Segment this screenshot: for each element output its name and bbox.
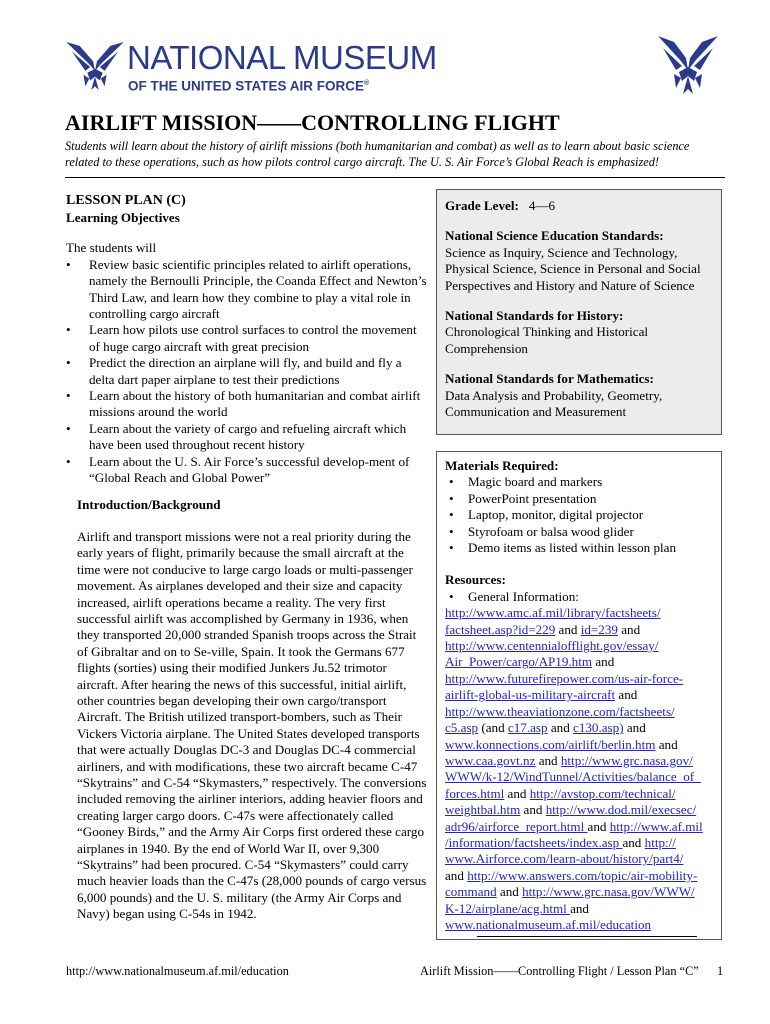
list-item: • Learn about the U. S. Air Force’s successful develop-ment of “Global Reach and Global Power” [66, 454, 428, 487]
resource-link[interactable]: www.nationalmuseum.af.mil/education [445, 916, 652, 932]
list-item: • PowerPoint presentation [445, 491, 713, 507]
intro-background-body: Airlift and transport missions were not a real priority during the early years of flight, primarily because the small aircraft at the time were not conducive to large cargo loads or multi-passenger movement. As airplanes developed and their size and capacity increased, airlift operations became a reality. The very first successful airlift was accomplished by Germany in 1936, when they transported 20,000 stranded Spanish troops across the Strait of Gibraltar and on to Se-ville, Spain. It took the Germans 677 flights (sorties) using their modified Junkers Ju.52 trimotor aircraft. After hearing the news of this successful, initial airlift, other countries began developing their own cargo/transport Aircraft. The British utilized transport-bombers, such as Their Vickers Victoria airplane. The United States developed transports that were actually Douglas DC-3 and Douglas DC-4 commercial airliners, and with modifications, these two aircraft became C-47 “Skytrains” and C-54 “Skymasters,” respectively. The conversions included removing the airliner interiors, adding heavier floors and creating larger cargo doors. C-47s were affectionately called “Gooney Birds,” and the Army Air Corps first ordered these cargo airplanes in 1940. By the end of World War II, over 9,300 “Skytrains” had been procured. C-54 “Skymasters” could carry much heavier loads than the C-47s (28,000 pounds of cargo versus 6,000 pounds) and the U. S. military (the Army Air Corps and Navy) began using C-54s in 1942. [77, 528, 427, 922]
page-title: AIRLIFT MISSION——CONTROLLING FLIGHT [65, 110, 560, 135]
intro-summary: Students will learn about the history of airlift missions (both humanitarian and combat) as well as to learn about basic science related to these operations, such as how pilots control cargo aircraft. The U. S. Air Force’s Global Reach is emphasized! [65, 139, 690, 169]
header-divider [65, 177, 725, 178]
resource-link[interactable]: http://www.amc.af.mil/library/factsheets/ [445, 605, 661, 621]
resource-links: http://www.amc.af.mil/library/factsheets/ factsheet.asp?id=229 and id=239 and http://www.centennialofflight.gov/essay/ Air_Power/cargo/AP19.htm and http://www.futurefirepower.com/us-air-force- airlift-global-us-military-aircraft and http://www.theaviationzone.com/factsheets/ c5.asp (and c17.asp and c130.asp) and www.konnections.com/airlift/berlin.htm and www.caa.govt.nz and http://www.grc.nasa.gov/ WWW/k-12/WindTunnel/Activities/balance_of_ forces.html and http://avstop.com/technical/ weightbal.htm and http://www.dod.mil/execsec/ adr96/airforce_report.html and http://www.af.mil /information/factsheets/index.asp and http:// www.Airforce.com/learn-about/history/part4/ and http://www.answers.com/topic/air-mobility- command and http://www.grc.nasa.gov/WWW/ K-12/airplane/acg.html and www.nationalmuseum.af.mil/education [445, 605, 703, 932]
list-item: • Demo items as listed within lesson plan [445, 540, 713, 556]
resource-link[interactable]: www.konnections.com/airlift/berlin.htm [445, 736, 656, 752]
resource-link[interactable]: K-12/airplane/acg.html [445, 900, 571, 916]
resource-link[interactable]: forces.html [445, 785, 505, 801]
list-item: • Predict the direction an airplane will fly, and build and fly a delta dart paper airplane to test their predictions [66, 355, 428, 388]
footer-url: http://www.nationalmuseum.af.mil/education [66, 964, 289, 978]
resource-link[interactable]: id=239 [580, 621, 618, 637]
history-standards-heading: National Standards for History: [445, 308, 624, 324]
brand-subtitle: OF THE UNITED STATES AIR FORCE® [128, 78, 370, 94]
list-item: • Learn about the variety of cargo and refueling aircraft which have been used throughout recent history [66, 421, 428, 454]
list-item: • Magic board and markers [445, 474, 713, 490]
grade-level: Grade Level: 4—6 [445, 198, 555, 213]
list-item: • Laptop, monitor, digital projector [445, 507, 713, 523]
lesson-plan-title: LESSON PLAN (C) [66, 193, 186, 208]
resource-link[interactable]: Air_Power/cargo/AP19.htm [445, 654, 593, 670]
objectives-heading: Learning Objectives [66, 210, 180, 225]
list-item: • Review basic scientific principles related to airlift operations, namely the Bernoulli Principle, the Coanda Effect and Newton’s Third Law, and learn how they combine to play a vital role in controlling cargo aircraft [66, 257, 428, 323]
resource-link[interactable]: WWW/k-12/WindTunnel/Activities/balance_of_ [445, 769, 701, 785]
resource-link[interactable]: c5.asp [445, 720, 479, 736]
science-standards-heading: National Science Education Standards: [445, 228, 664, 244]
resource-link[interactable]: http://www.theaviationzone.com/factsheets/ [445, 703, 675, 719]
resource-link[interactable]: http://avstop.com/technical/ [529, 785, 676, 801]
resource-link[interactable]: http://www.grc.nasa.gov/WWW/ [522, 884, 695, 900]
standards-box [436, 189, 722, 435]
page-number: 1 [717, 964, 724, 978]
resource-link[interactable]: http://www.dod.mil/execsec/ [545, 802, 697, 818]
resources-list [445, 589, 713, 605]
resource-link[interactable]: http://www.af.mil [609, 818, 703, 834]
resources-heading: Resources: [445, 572, 506, 588]
footer-title: Airlift Mission——Controlling Flight / Lesson Plan “C” [420, 964, 699, 978]
math-standards-body: Data Analysis and Probability, Geometry, Communication and Measurement [445, 387, 663, 420]
resource-link[interactable]: http://www.futurefirepower.com/us-air-force- [445, 670, 684, 686]
resource-link[interactable]: c17.asp [507, 720, 548, 736]
resource-link[interactable]: http://www.answers.com/topic/air-mobility- [467, 867, 698, 883]
resource-link[interactable]: /information/factsheets/index.asp [445, 834, 623, 850]
intro-background-heading: Introduction/Background [77, 496, 221, 512]
resource-link[interactable]: www.caa.govt.nz [445, 752, 536, 768]
resource-link[interactable]: adr96/airforce_report.html [445, 818, 588, 834]
lesson-column [66, 192, 428, 923]
materials-list [445, 474, 713, 556]
list-item: • Styrofoam or balsa wood glider [445, 524, 713, 540]
grade-value: 4—6 [528, 198, 555, 213]
science-standards-body: Science as Inquiry, Science and Technology, Physical Science, Science in Personal and Social Perspectives and History and Nature of Science [445, 244, 701, 293]
students-will: The students will [66, 240, 157, 256]
resource-link[interactable]: weightbal.htm [445, 802, 521, 818]
materials-heading: Materials Required: [445, 458, 559, 473]
air-force-wings-icon [658, 36, 718, 96]
air-force-symbol-icon [66, 42, 124, 92]
brand-name: NATIONAL MUSEUM [127, 39, 437, 76]
list-item: • General Information: [445, 589, 713, 605]
resource-link[interactable]: c130.asp) [573, 720, 624, 736]
materials-box [436, 451, 722, 940]
materials-end-rule [477, 936, 697, 937]
list-item: • Learn about the history of both humanitarian and combat airlift missions around the world [66, 388, 428, 421]
math-standards-heading: National Standards for Mathematics: [445, 371, 654, 387]
resource-link[interactable]: http://www.grc.nasa.gov/ [560, 752, 693, 768]
resource-link[interactable]: factsheet.asp?id=229 [445, 621, 556, 637]
resource-link[interactable]: command [445, 884, 497, 900]
history-standards-body: Chronological Thinking and Historical Comprehension [445, 324, 649, 356]
list-item: • Learn how pilots use control surfaces to control the movement of huge cargo aircraft with great precision [66, 322, 428, 355]
resource-link[interactable]: www.Airforce.com/learn-about/history/part4/ [445, 851, 684, 867]
resource-link[interactable]: http://www.centennialofflight.gov/essay/ [445, 638, 659, 654]
resource-link[interactable]: airlift-global-us-military-aircraft [445, 687, 616, 703]
resource-link[interactable]: http:// [644, 834, 676, 850]
objectives-list [66, 257, 428, 487]
